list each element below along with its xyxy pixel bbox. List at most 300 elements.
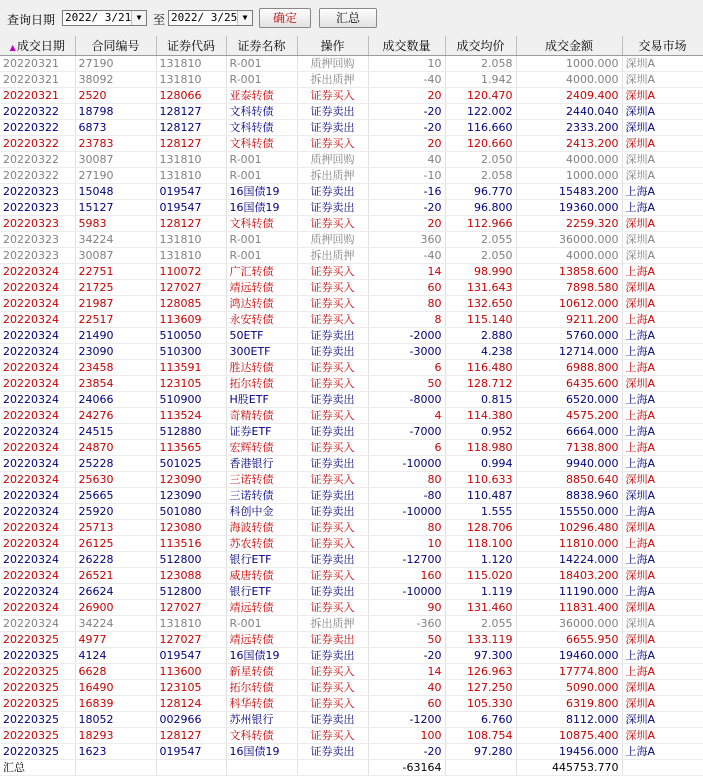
cell-amount: 10296.480	[516, 520, 622, 536]
table-row[interactable]	[0, 104, 703, 120]
cell-code: 128127	[156, 136, 226, 152]
chevron-down-icon[interactable]: ▼	[237, 11, 252, 25]
cell-name: H股ETF	[226, 392, 297, 408]
cell-date: 20220325	[0, 744, 75, 760]
cell-op: 证券卖出	[297, 504, 368, 520]
cell-qty: 20	[368, 216, 445, 232]
cell-code: 123105	[156, 376, 226, 392]
cell-market: 上海A	[622, 456, 703, 472]
cell-date: 20220322	[0, 168, 75, 184]
table-row[interactable]	[0, 744, 703, 760]
table-row[interactable]	[0, 440, 703, 456]
cell-op: 证券买入	[297, 472, 368, 488]
cell-qty: 60	[368, 696, 445, 712]
cell-op: 证券买入	[297, 680, 368, 696]
table-row[interactable]	[0, 424, 703, 440]
cell-qty: 100	[368, 728, 445, 744]
table-row[interactable]	[0, 200, 703, 216]
cell-market: 深圳A	[622, 152, 703, 168]
table-row[interactable]	[0, 488, 703, 504]
cell-code: 113516	[156, 536, 226, 552]
cell-market: 深圳A	[622, 72, 703, 88]
cell-price: 1.555	[445, 504, 516, 520]
cell-date: 20220325	[0, 728, 75, 744]
cell-price: 128.706	[445, 520, 516, 536]
cell-amount: 11831.400	[516, 600, 622, 616]
cell-price: 127.250	[445, 680, 516, 696]
cell-amount: 9211.200	[516, 312, 622, 328]
cell-name: 宏辉转债	[226, 440, 297, 456]
cell-market: 深圳A	[622, 168, 703, 184]
cell-op: 证券卖出	[297, 584, 368, 600]
cell-market: 上海A	[622, 744, 703, 760]
cell-price: 6.760	[445, 712, 516, 728]
cell-contract: 1623	[75, 744, 156, 760]
cell-name: 拓尔转债	[226, 376, 297, 392]
cell-name: 文科转债	[226, 728, 297, 744]
table-row[interactable]	[0, 120, 703, 136]
column-header[interactable]	[516, 36, 622, 56]
cell-qty: 160	[368, 568, 445, 584]
cell-contract: 23854	[75, 376, 156, 392]
cell-price: 4.238	[445, 344, 516, 360]
cell-op: 拆出质押	[297, 168, 368, 184]
trade-records-table	[0, 36, 703, 780]
cell-op: 证券买入	[297, 312, 368, 328]
cell-amount: 11190.000	[516, 584, 622, 600]
column-header[interactable]	[297, 36, 368, 56]
cell-qty: 80	[368, 520, 445, 536]
cell-code: 123088	[156, 568, 226, 584]
cell-date: 20220324	[0, 616, 75, 632]
cell-amount: 8850.640	[516, 472, 622, 488]
cell-op: 证券买入	[297, 536, 368, 552]
cell-contract: 30087	[75, 248, 156, 264]
column-header-label: 证券名称	[237, 39, 286, 53]
cell-qty: -80	[368, 488, 445, 504]
cell-qty: -20	[368, 120, 445, 136]
cell-qty: 60	[368, 280, 445, 296]
cell-code: 127027	[156, 632, 226, 648]
cell-qty: 14	[368, 664, 445, 680]
cell-amount: 6664.000	[516, 424, 622, 440]
cell-op: 证券卖出	[297, 104, 368, 120]
cell-price: 2.058	[445, 56, 516, 72]
cell-price: 131.460	[445, 600, 516, 616]
cell-op: 证券买入	[297, 296, 368, 312]
cell-price: 118.980	[445, 440, 516, 456]
cell-qty: -20	[368, 104, 445, 120]
cell-date: 20220325	[0, 648, 75, 664]
cell-date: 20220325	[0, 680, 75, 696]
start-date-picker[interactable]	[62, 10, 147, 26]
cell-market: 深圳A	[622, 232, 703, 248]
cell-qty: 50	[368, 632, 445, 648]
cell-op: 证券卖出	[297, 712, 368, 728]
end-date-picker[interactable]	[168, 10, 253, 26]
cell-contract: 4124	[75, 648, 156, 664]
table-row[interactable]	[0, 392, 703, 408]
cell-code: 131810	[156, 248, 226, 264]
cell-name: 苏州银行	[226, 712, 297, 728]
cell-op: 证券买入	[297, 568, 368, 584]
cell-op: 质押回购	[297, 152, 368, 168]
cell-market: 深圳A	[622, 696, 703, 712]
cell-market: 深圳A	[622, 488, 703, 504]
cell-date: 20220324	[0, 456, 75, 472]
cell-name: R-001	[226, 72, 297, 88]
query-toolbar	[0, 0, 703, 36]
table-header	[0, 36, 703, 56]
column-header-label: 成交日期	[16, 39, 65, 53]
cell-price: 128.712	[445, 376, 516, 392]
cell-date: 20220324	[0, 440, 75, 456]
to-label: 至	[153, 13, 166, 27]
cell-amount: 4575.200	[516, 408, 622, 424]
table-row[interactable]	[0, 520, 703, 536]
cell-market: 上海A	[622, 312, 703, 328]
cell-price: 2.055	[445, 616, 516, 632]
cell-qty: -40	[368, 72, 445, 88]
cell-price: 133.119	[445, 632, 516, 648]
cell-code: 128127	[156, 216, 226, 232]
cell-name: 永安转债	[226, 312, 297, 328]
cell-price: 108.754	[445, 728, 516, 744]
column-header-label: 成交均价	[456, 39, 505, 53]
cell-market: 深圳A	[622, 728, 703, 744]
column-header[interactable]	[368, 36, 445, 56]
cell-code: 123090	[156, 472, 226, 488]
cell-date: 20220324	[0, 568, 75, 584]
cell-price: 1.119	[445, 584, 516, 600]
table-row[interactable]	[0, 584, 703, 600]
cell-code: 019547	[156, 200, 226, 216]
cell-op: 质押回购	[297, 56, 368, 72]
cell-contract: 26228	[75, 552, 156, 568]
column-header[interactable]	[75, 36, 156, 56]
cell-contract: 22751	[75, 264, 156, 280]
cell-op: 证券买入	[297, 664, 368, 680]
cell-op: 证券买入	[297, 520, 368, 536]
cell-amount: 36000.000	[516, 616, 622, 632]
table-row[interactable]	[0, 664, 703, 680]
cell-qty: 20	[368, 136, 445, 152]
cell-market: 上海A	[622, 360, 703, 376]
cell-price: 115.020	[445, 568, 516, 584]
cell-amount: 10875.400	[516, 728, 622, 744]
cell-price: 1.942	[445, 72, 516, 88]
cell-price: 0.952	[445, 424, 516, 440]
cell-op: 证券卖出	[297, 344, 368, 360]
cell-date: 20220324	[0, 264, 75, 280]
cell-qty: 10	[368, 536, 445, 552]
cell-code: 127027	[156, 280, 226, 296]
cell-op: 证券卖出	[297, 184, 368, 200]
cell-market: 上海A	[622, 344, 703, 360]
cell-qty: -20	[368, 648, 445, 664]
cell-code: 501080	[156, 504, 226, 520]
cell-contract: 24515	[75, 424, 156, 440]
cell-market: 深圳A	[622, 136, 703, 152]
cell-date: 20220324	[0, 296, 75, 312]
cell-price: 114.380	[445, 408, 516, 424]
cell-price: 2.055	[445, 232, 516, 248]
cell-contract: 21987	[75, 296, 156, 312]
cell-contract: 25665	[75, 488, 156, 504]
table-row[interactable]	[0, 264, 703, 280]
cell-name: 奇精转债	[226, 408, 297, 424]
cell-op: 证券买入	[297, 88, 368, 104]
cell-qty: 40	[368, 680, 445, 696]
cell-amount: 2333.200	[516, 120, 622, 136]
cell-market: 深圳A	[622, 568, 703, 584]
table-row[interactable]	[0, 216, 703, 232]
cell-market: 上海A	[622, 328, 703, 344]
cell-qty: -16	[368, 184, 445, 200]
chevron-down-icon[interactable]: ▼	[131, 11, 146, 25]
table-row[interactable]	[0, 648, 703, 664]
cell-amount: 11810.000	[516, 536, 622, 552]
cell-contract: 15048	[75, 184, 156, 200]
cell-date: 20220322	[0, 104, 75, 120]
summary-empty-cell	[156, 760, 226, 776]
column-header[interactable]	[0, 36, 75, 56]
cell-amount: 6988.800	[516, 360, 622, 376]
column-header[interactable]	[226, 36, 297, 56]
table-row[interactable]	[0, 696, 703, 712]
cell-name: 证券ETF	[226, 424, 297, 440]
cell-date: 20220322	[0, 136, 75, 152]
column-header[interactable]	[156, 36, 226, 56]
table-row[interactable]	[0, 712, 703, 728]
cell-name: R-001	[226, 152, 297, 168]
cell-market: 上海A	[622, 184, 703, 200]
table-row[interactable]	[0, 680, 703, 696]
table-row[interactable]	[0, 232, 703, 248]
cell-market: 深圳A	[622, 120, 703, 136]
cell-op: 证券买入	[297, 264, 368, 280]
cell-amount: 4000.000	[516, 72, 622, 88]
cell-qty: 8	[368, 312, 445, 328]
cell-name: 科创中金	[226, 504, 297, 520]
cell-date: 20220321	[0, 56, 75, 72]
cell-date: 20220324	[0, 536, 75, 552]
table-row[interactable]	[0, 152, 703, 168]
table-row[interactable]	[0, 56, 703, 72]
cell-price: 122.002	[445, 104, 516, 120]
cell-qty: 6	[368, 440, 445, 456]
cell-price: 126.963	[445, 664, 516, 680]
table-row[interactable]	[0, 600, 703, 616]
cell-market: 深圳A	[622, 632, 703, 648]
summary-empty-cell	[297, 760, 368, 776]
table-row[interactable]	[0, 136, 703, 152]
cell-op: 证券买入	[297, 216, 368, 232]
table-row[interactable]	[0, 360, 703, 376]
cell-qty: 360	[368, 232, 445, 248]
cell-contract: 38092	[75, 72, 156, 88]
cell-contract: 16839	[75, 696, 156, 712]
cell-name: 16国债19	[226, 648, 297, 664]
cell-price: 115.140	[445, 312, 516, 328]
cell-qty: 14	[368, 264, 445, 280]
table-row[interactable]	[0, 248, 703, 264]
cell-contract: 24870	[75, 440, 156, 456]
table-row[interactable]	[0, 408, 703, 424]
cell-date: 20220324	[0, 376, 75, 392]
cell-qty: -20	[368, 200, 445, 216]
cell-date: 20220324	[0, 344, 75, 360]
cell-contract: 26125	[75, 536, 156, 552]
table-row[interactable]	[0, 184, 703, 200]
cell-price: 1.120	[445, 552, 516, 568]
cell-price: 110.487	[445, 488, 516, 504]
table-row[interactable]	[0, 536, 703, 552]
cell-date: 20220322	[0, 120, 75, 136]
cell-code: 510050	[156, 328, 226, 344]
cell-market: 深圳A	[622, 56, 703, 72]
cell-price: 118.100	[445, 536, 516, 552]
cell-qty: -7000	[368, 424, 445, 440]
cell-contract: 26900	[75, 600, 156, 616]
cell-op: 证券卖出	[297, 632, 368, 648]
cell-market: 深圳A	[622, 520, 703, 536]
table-row[interactable]	[0, 616, 703, 632]
column-header[interactable]	[445, 36, 516, 56]
table-row[interactable]	[0, 312, 703, 328]
cell-contract: 5983	[75, 216, 156, 232]
summary-button[interactable]: 汇总	[319, 8, 377, 28]
cell-qty: -10000	[368, 504, 445, 520]
table-row[interactable]	[0, 88, 703, 104]
confirm-button[interactable]: 确定	[259, 8, 311, 28]
cell-price: 116.480	[445, 360, 516, 376]
cell-market: 深圳A	[622, 376, 703, 392]
cell-amount: 9940.000	[516, 456, 622, 472]
summary-label: 汇总	[0, 760, 75, 776]
start-date-value: 2022/ 3/21	[65, 11, 132, 24]
cell-name: 文科转债	[226, 216, 297, 232]
cell-contract: 16490	[75, 680, 156, 696]
cell-market: 上海A	[622, 584, 703, 600]
cell-amount: 2259.320	[516, 216, 622, 232]
cell-amount: 2413.200	[516, 136, 622, 152]
cell-op: 证券卖出	[297, 552, 368, 568]
table-row[interactable]	[0, 376, 703, 392]
table-row[interactable]	[0, 552, 703, 568]
cell-amount: 15483.200	[516, 184, 622, 200]
cell-date: 20220323	[0, 216, 75, 232]
cell-price: 96.770	[445, 184, 516, 200]
table-row[interactable]	[0, 504, 703, 520]
cell-name: 威唐转债	[226, 568, 297, 584]
cell-code: 512800	[156, 584, 226, 600]
cell-name: 三诺转债	[226, 488, 297, 504]
cell-qty: 80	[368, 296, 445, 312]
cell-price: 97.280	[445, 744, 516, 760]
cell-amount: 17774.800	[516, 664, 622, 680]
cell-amount: 6435.600	[516, 376, 622, 392]
table-row[interactable]	[0, 568, 703, 584]
cell-qty: -10	[368, 168, 445, 184]
cell-code: 131810	[156, 168, 226, 184]
cell-contract: 34224	[75, 232, 156, 248]
cell-amount: 18403.200	[516, 568, 622, 584]
cell-price: 112.966	[445, 216, 516, 232]
cell-market: 上海A	[622, 648, 703, 664]
column-header-label: 合同编号	[91, 39, 140, 53]
table-row[interactable]	[0, 344, 703, 360]
table-row[interactable]	[0, 296, 703, 312]
cell-date: 20220325	[0, 696, 75, 712]
column-header[interactable]	[622, 36, 703, 56]
cell-qty: 40	[368, 152, 445, 168]
cell-market: 深圳A	[622, 472, 703, 488]
cell-name: 靖远转债	[226, 280, 297, 296]
cell-market: 深圳A	[622, 680, 703, 696]
cell-contract: 25228	[75, 456, 156, 472]
cell-code: 512800	[156, 552, 226, 568]
table-row[interactable]	[0, 328, 703, 344]
table-row[interactable]	[0, 472, 703, 488]
cell-contract: 4977	[75, 632, 156, 648]
table-row[interactable]	[0, 72, 703, 88]
cell-qty: -10000	[368, 456, 445, 472]
cell-amount: 4000.000	[516, 248, 622, 264]
cell-price: 105.330	[445, 696, 516, 712]
cell-price: 2.058	[445, 168, 516, 184]
cell-code: 019547	[156, 648, 226, 664]
cell-date: 20220324	[0, 520, 75, 536]
table-row[interactable]	[0, 280, 703, 296]
cell-price: 131.643	[445, 280, 516, 296]
cell-amount: 15550.000	[516, 504, 622, 520]
table-row[interactable]	[0, 168, 703, 184]
cell-price: 120.470	[445, 88, 516, 104]
cell-amount: 6520.000	[516, 392, 622, 408]
cell-op: 证券买入	[297, 360, 368, 376]
cell-qty: -20	[368, 744, 445, 760]
cell-code: 110072	[156, 264, 226, 280]
cell-contract: 27190	[75, 56, 156, 72]
cell-op: 证券卖出	[297, 200, 368, 216]
cell-price: 96.800	[445, 200, 516, 216]
cell-market: 上海A	[622, 424, 703, 440]
cell-date: 20220325	[0, 712, 75, 728]
cell-amount: 7898.580	[516, 280, 622, 296]
table-row[interactable]	[0, 632, 703, 648]
cell-amount: 19460.000	[516, 648, 622, 664]
cell-date: 20220324	[0, 280, 75, 296]
table-row[interactable]	[0, 728, 703, 744]
cell-qty: 4	[368, 408, 445, 424]
cell-market: 上海A	[622, 504, 703, 520]
cell-code: 510900	[156, 392, 226, 408]
cell-qty: 80	[368, 472, 445, 488]
cell-code: 131810	[156, 616, 226, 632]
cell-code: 128066	[156, 88, 226, 104]
cell-contract: 22517	[75, 312, 156, 328]
cell-code: 019547	[156, 184, 226, 200]
cell-amount: 13858.600	[516, 264, 622, 280]
cell-name: 鸿达转债	[226, 296, 297, 312]
table-row[interactable]	[0, 456, 703, 472]
cell-market: 深圳A	[622, 88, 703, 104]
cell-code: 127027	[156, 600, 226, 616]
cell-date: 20220325	[0, 632, 75, 648]
summary-empty-cell	[226, 760, 297, 776]
cell-contract: 6628	[75, 664, 156, 680]
